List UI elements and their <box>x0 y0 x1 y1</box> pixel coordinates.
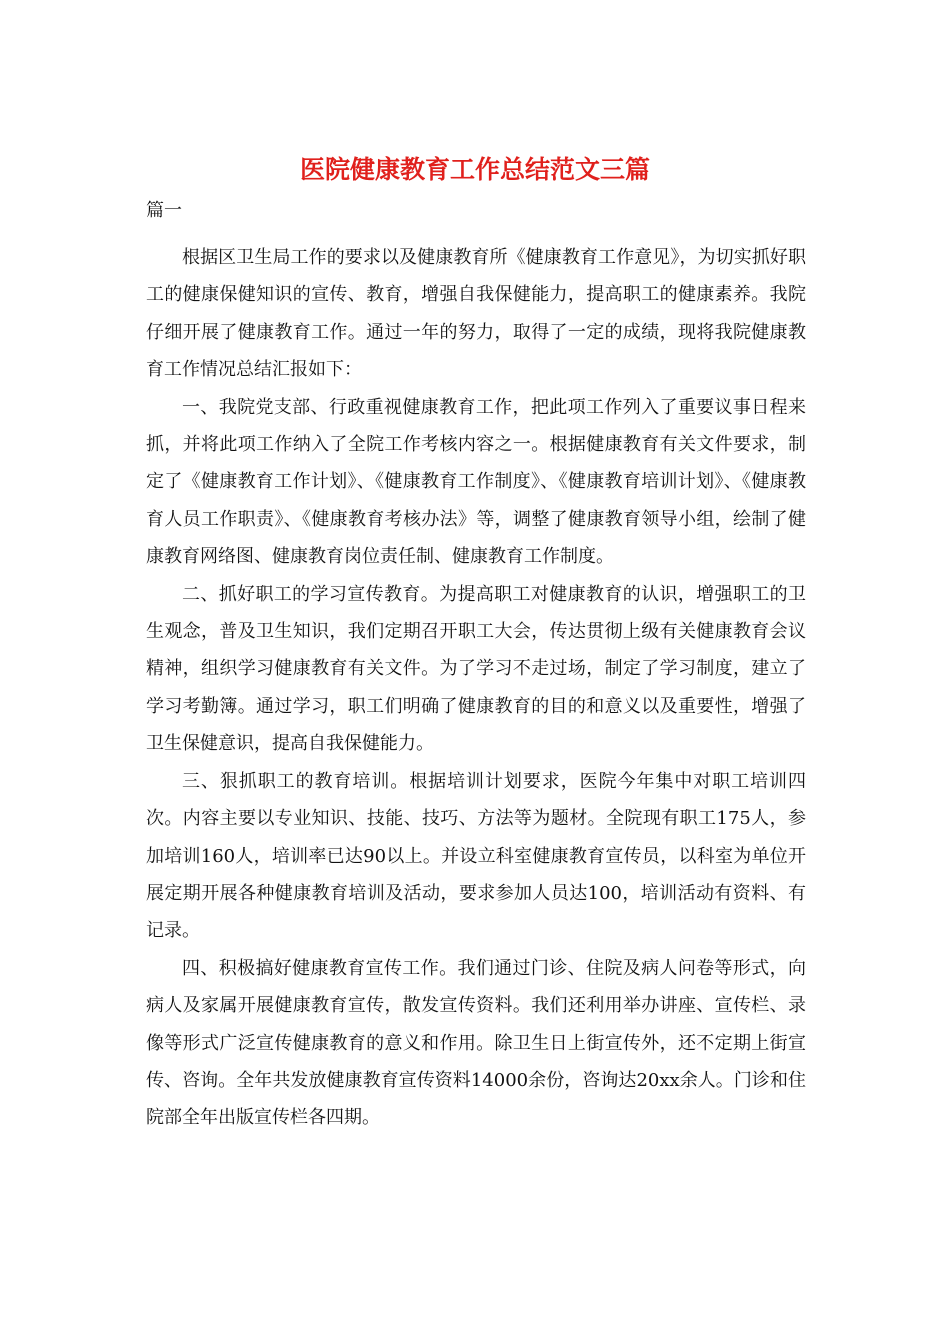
paragraph-three: 三、狠抓职工的教育培训。根据培训计划要求，医院今年集中对职工培训四次。内容主要以专业知识、技能、技巧、方法等为题材。全院现有职工175人，参加培训160人，培训率已达90以上。并设立科室健康教育宣传员，以科室为单位开展定期开展各种健康教育培训及活动，要求参加人员达100，培训活动有资料、有记录。 <box>146 770 806 942</box>
paragraph-four: 四、积极搞好健康教育宣传工作。我们通过门诊、住院及病人问卷等形式，向病人及家属开展健康教育宣传，散发宣传资料。我们还利用举办讲座、宣传栏、录像等形式广泛宣传健康教育的意义和作用。除卫生日上街宣传外，还不定期上街宣传、咨询。全年共发放健康教育宣传资料14000余份，咨询达20xx余人。门诊和住院部全年出版宣传栏各四期。 <box>146 957 806 1129</box>
paragraph-one: 一、我院党支部、行政重视健康教育工作，把此项工作列入了重要议事日程来抓，并将此项工作纳入了全院工作考核内容之一。根据健康教育有关文件要求，制定了《健康教育工作计划》、《健康教育工作制度》、《健康教育培训计划》、《健康教育人员工作职责》、《健康教育考核办法》等，调整了健康教育领导小组，绘制了健康教育网络图、健康教育岗位责任制、健康教育工作制度。 <box>146 396 806 568</box>
section-label: 篇一 <box>146 200 182 221</box>
paragraph-intro: 根据区卫生局工作的要求以及健康教育所《健康教育工作意见》，为切实抓好职工的健康保健知识的宣传、教育，增强自我保健能力，提高职工的健康素养。我院仔细开展了健康教育工作。通过一年的努力，取得了一定的成绩，现将我院健康教育工作情况总结汇报如下： <box>146 247 806 381</box>
document-title: 医院健康教育工作总结范文三篇 <box>299 155 650 184</box>
paragraph-two: 二、抓好职工的学习宣传教育。为提高职工对健康教育的认识，增强职工的卫生观念，普及卫生知识，我们定期召开职工大会，传达贯彻上级有关健康教育会议精神，组织学习健康教育有关文件。为了学习不走过场，制定了学习制度，建立了学习考勤簿。通过学习，职工们明确了健康教育的目的和意义以及重要性，增强了卫生保健意识，提高自我保健能力。 <box>146 583 806 755</box>
document-body <box>146 239 806 1137</box>
